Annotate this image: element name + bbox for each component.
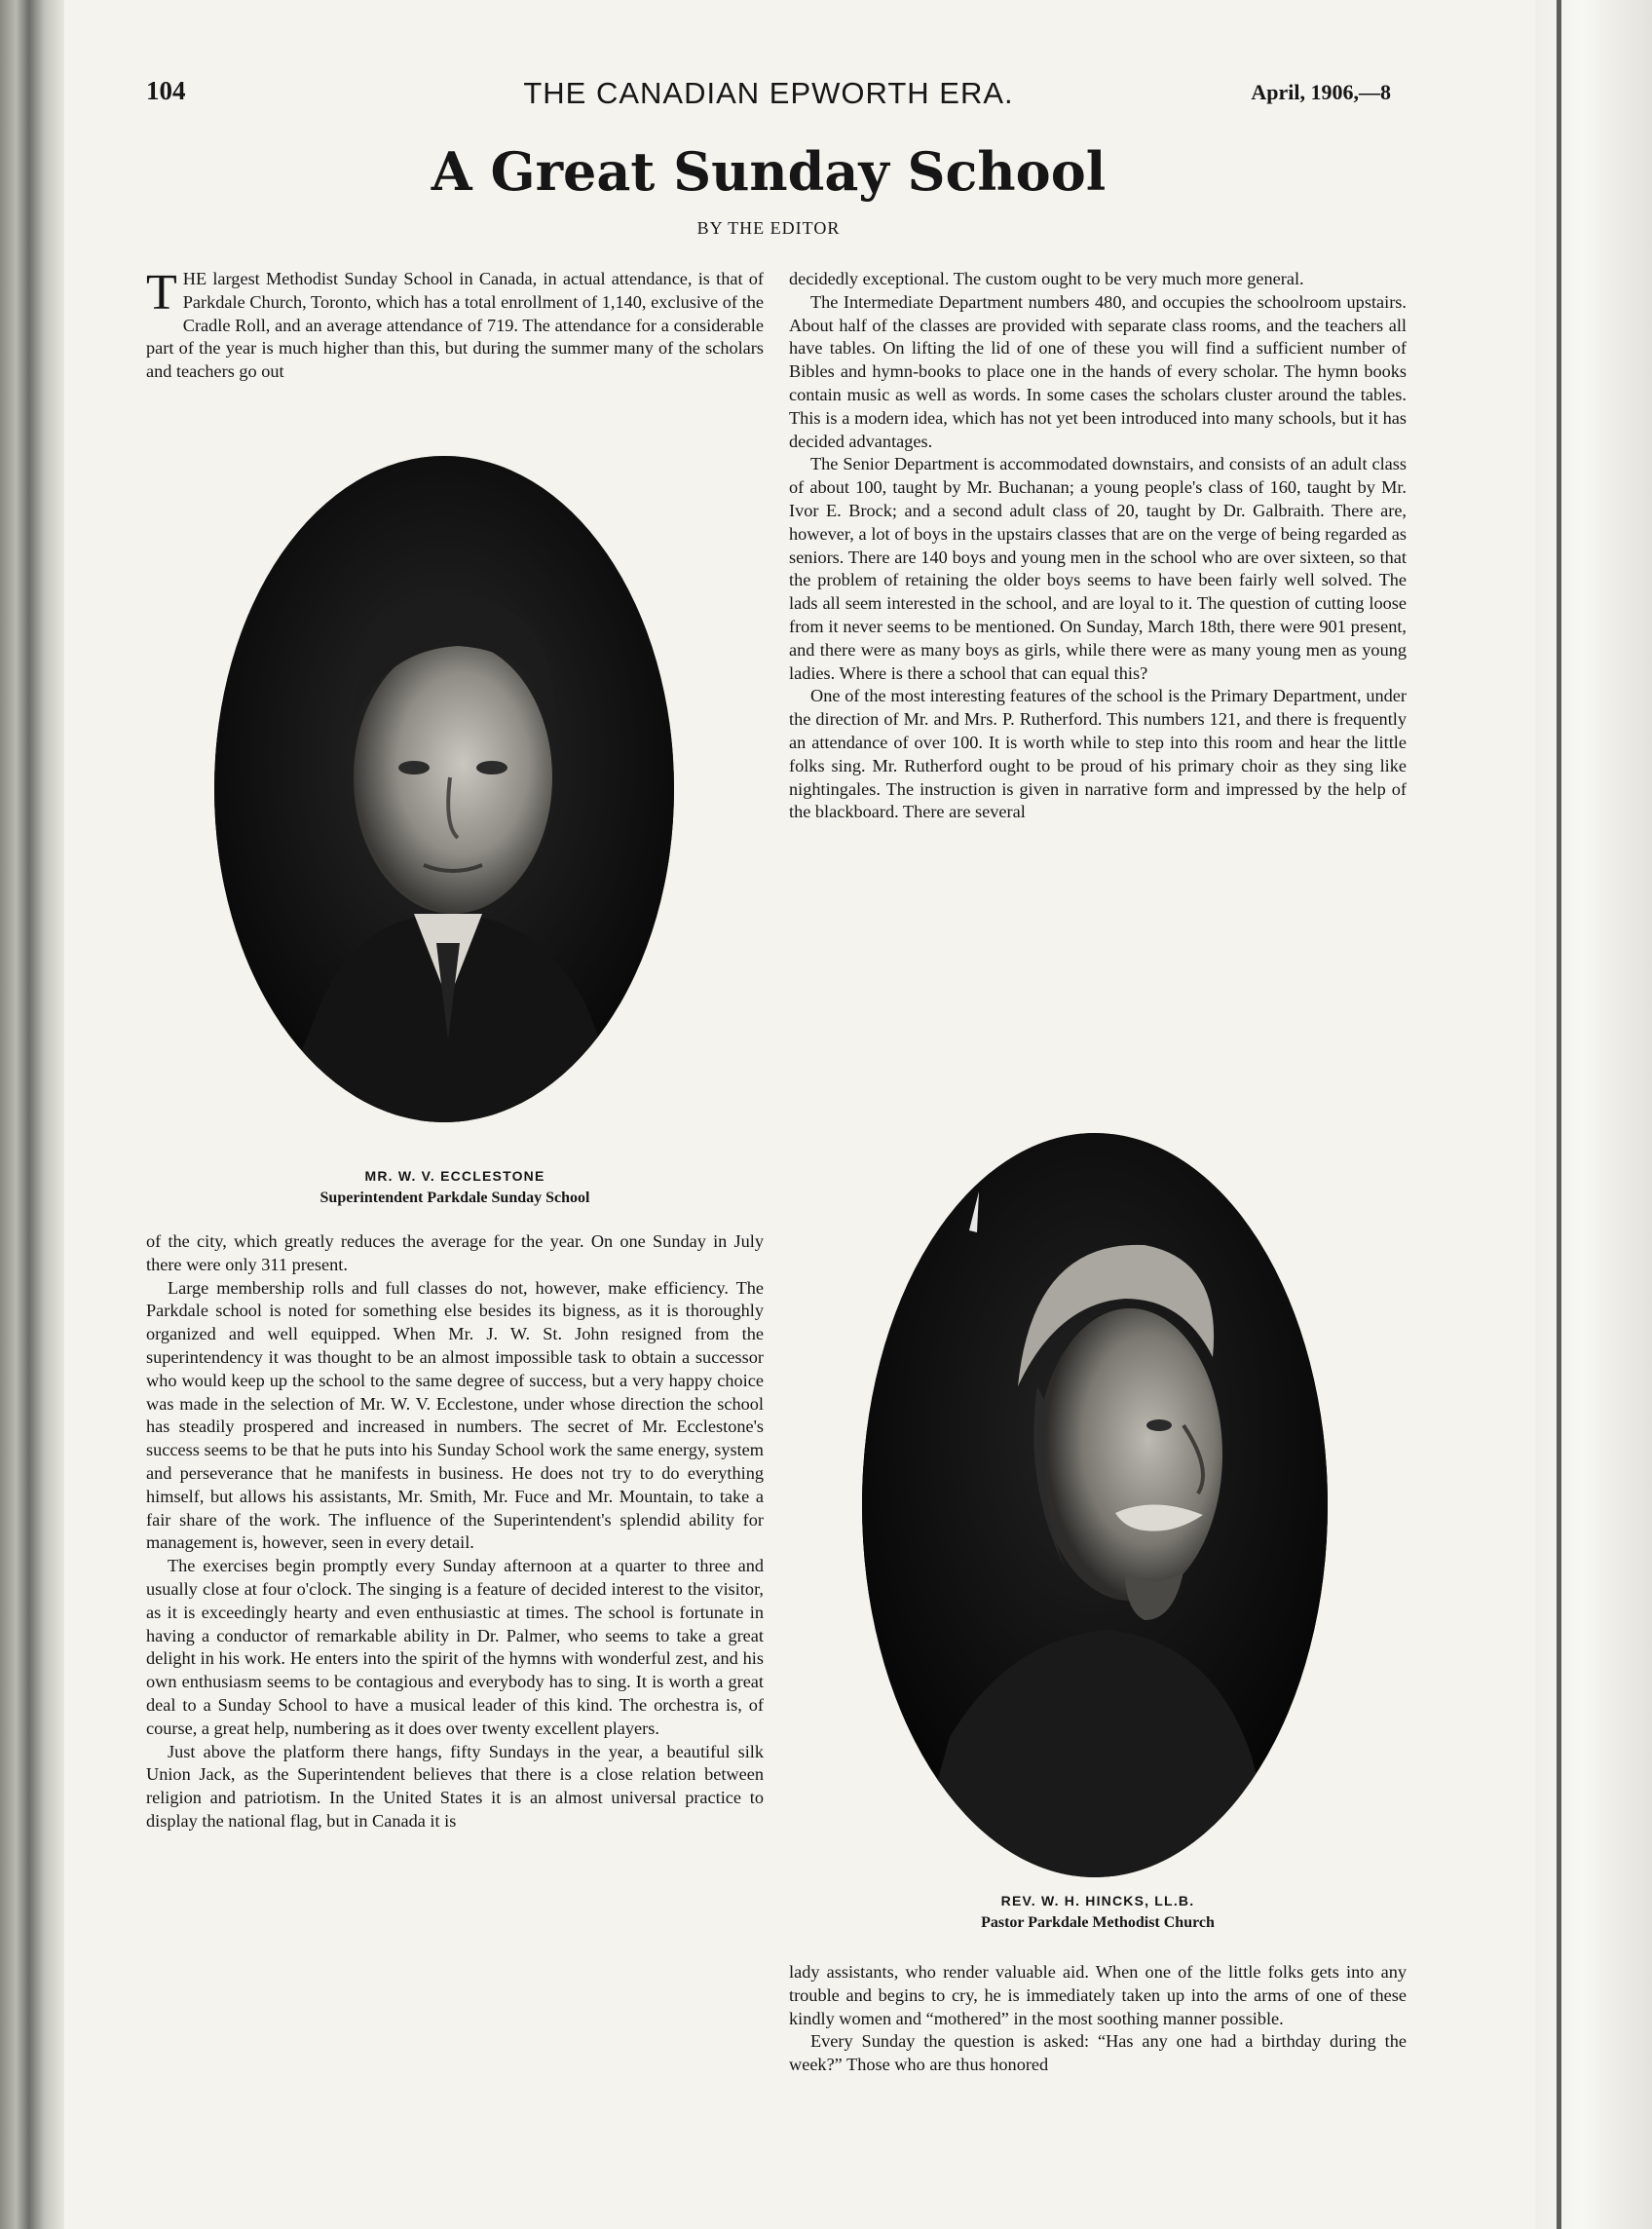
portrait-caption-hincks [789,1893,1407,1932]
paragraph: Just above the platform there hangs, fifty Sundays in the year, a beautiful silk Union Jack, as the Superintendent believes that there is a close relation between religion and patriotism. In the United States it is an almost universal practice to display the national flag, but in Canada it is [146,1741,764,1831]
caption-role: Pastor Parkdale Methodist Church [981,1914,1215,1931]
column-1-bottom [146,1230,764,1833]
paragraph: Every Sunday the question is asked: “Has any one had a birthday during the week?” Those who are thus honored [789,2031,1407,2075]
page-number: 104 [146,76,186,105]
paragraph: of the city, which greatly reduces the average for the year. On one Sunday in July there were only 311 present. [146,1231,764,1274]
column-1-top [146,265,764,384]
paragraph-text: HE largest Methodist Sunday School in Canada, in actual attendance, is that of Parkdale Church, Toronto, which has a total enrollment of 1,140, exclusive of the Cradle Roll, and an average attendance of 719. The attendance for a considerable part of the year is much higher than this, but during the summer many of the scholars and teachers go out [146,269,764,382]
caption-name: REV. W. H. HINCKS, LL.B. [1000,1893,1195,1908]
drop-cap: T [146,265,177,321]
paragraph: decidedly exceptional. The custom ought to be very much more general. [789,269,1304,288]
portrait-caption-ecclestone [146,1168,764,1207]
issue-date: April, 1906,—8 [1251,80,1391,104]
book-gutter [0,0,64,2229]
masthead: THE CANADIAN EPWORTH ERA. [523,76,1014,110]
portrait-photo-icon [214,456,674,1122]
caption-role: Superintendent Parkdale Sunday School [319,1190,590,1206]
page-edge-line [1557,0,1561,2229]
caption-name: MR. W. V. ECCLESTONE [364,1168,545,1184]
portrait-ecclestone [214,456,674,1122]
paragraph: One of the most interesting features of the school is the Primary Department, under the direction of Mr. and Mrs. P. Rutherford. This numbers 121, and there is frequently an attendance of over 100. It is worth while to step into this room and hear the little folks sing. Mr. Rutherford ought to be proud of his primary choir as they sing like nightingales. The instruction is given in narrative form and impressed by the help of the blackboard. There are several [789,686,1407,822]
paragraph [146,265,764,384]
paragraph: Large membership rolls and full classes do not, however, make efficiency. The Parkdale school is noted for something else besides its bigness, as it is thoroughly organized and well equipped. When Mr. J. W. St. John resigned from the superintendency it was thought to be an almost impossible task to obtain a successor who would keep up the school to the same degree of success, but a very happy choice was made in the selection of Mr. W. V. Ecclestone, under whose direction the school has steadily prospered and increased in numbers. The secret of Mr. Ecclestone's success seems to be that he puts into his Sunday School work the same energy, system and perseverance that he manifests in business. He does not try to do everything himself, but allows his assistants, Mr. Smith, Mr. Fuce and Mr. Mountain, to take a fair share of the work. The influence of the Superintendent's splendid ability for management is, however, seen in every detail. [146,1277,764,1553]
paragraph: The Intermediate Department numbers 480, and occupies the schoolroom upstairs. About half of the classes are provided with separate class rooms, and the teachers all have tables. On lifting the lid of one of these you will find a sufficient number of Bibles and hymn-books to place one in the hands of every scholar. The hymn books contain music as well as words. In some cases the scholars cluster around the tables. This is a modern idea, which has not yet been introduced into many schools, but it has decided advantages. [789,291,1407,451]
column-2-bottom [789,1961,1407,2077]
paragraph: The Senior Department is accommodated downstairs, and consists of an adult class of about 100, taught by Mr. Buchanan; a young people's class of 160, taught by Mr. Ivor E. Brock; and a second adult class of 20, taught by Dr. Galbraith. There are, however, a lot of boys in the upstairs classes that are on the verge of being regarded as seniors. There are 140 boys and young men in the school who are over sixteen, so that the problem of retaining the older boys seems to have been fairly well solved. The lads all seem interested in the school, and are loyal to it. The question of cutting loose from it never seems to be mentioned. On Sunday, March 18th, there were 901 present, and there were as many boys as girls, while there were as many young men as young ladies. Where is there a school that can equal this? [789,454,1407,683]
column-2-top [789,268,1407,824]
portrait-hincks [862,1133,1328,1877]
article-byline: BY THE EDITOR [696,218,841,238]
running-header [146,76,1391,115]
paragraph: lady assistants, who render valuable aid. When one of the little folks gets into any trouble and begins to cry, he is immediately taken up into the arms of one of these kindly women and “mothered” in the most soothing manner possible. [789,1962,1407,2028]
article-title: A Great Sunday School [431,140,1107,203]
portrait-photo-icon [862,1133,1328,1877]
facing-page-edge [1535,0,1652,2229]
paragraph: The exercises begin promptly every Sunday afternoon at a quarter to three and usually close at four o'clock. The singing is a feature of decided interest to the visitor, as it is exceedingly hearty and even enthusiastic at times. The school is fortunate in having a conductor of remarkable ability in Dr. Palmer, who seems to take a great delight in his work. He enters into the spirit of the hymns with wonderful zest, and his own enthusiasm seems to be contagious and everybody has to sing. It is worth a great deal to a Sunday School to have a musical leader of this kind. The orchestra is, of course, a great help, numbering as it does over twenty excellent players. [146,1556,764,1738]
